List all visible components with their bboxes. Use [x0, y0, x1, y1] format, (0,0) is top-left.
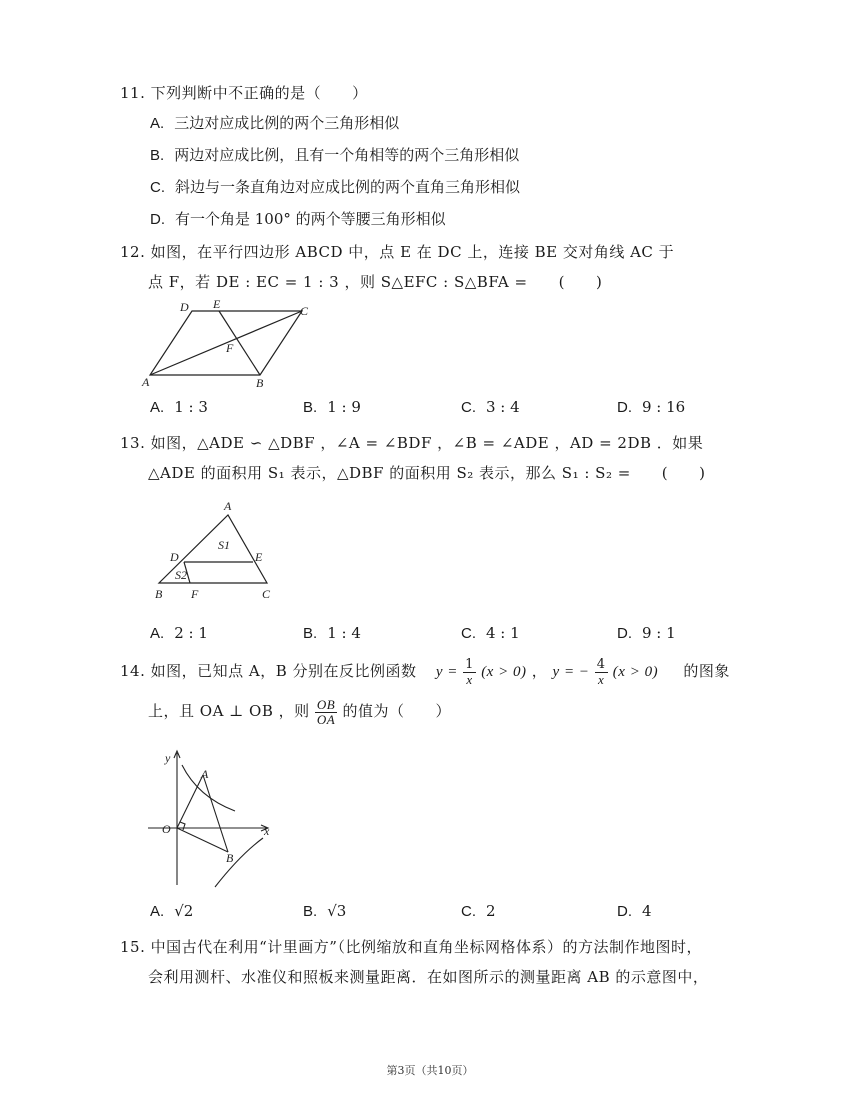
q13-triangle-figure — [150, 495, 285, 605]
q12-stem-line2: 点 F，若 DE : EC = 1 : 3 ，则 S△EFC : S△BFA = ( ) — [148, 273, 603, 291]
label-d: D — [180, 300, 189, 314]
label-f: F — [226, 341, 234, 355]
label-o: O — [162, 822, 171, 836]
q11-option-d: D. 有一个角是 100° 的两个等腰三角形相似 — [150, 210, 446, 228]
label-b: B — [256, 376, 264, 390]
q11-option-b: B. 两边对应成比例，且有一个角相等的两个三角形相似 — [150, 146, 520, 164]
q13-stem-line1: 13. 如图，△ADE ∽ △DBF ，∠A = ∠BDF ，∠B = ∠ADE ，AD = 2DB ．如果 — [120, 434, 704, 452]
label-b: B — [226, 851, 234, 865]
q14-option-b: B. √3 — [303, 902, 347, 920]
label-s1: S1 — [218, 538, 230, 552]
curve-y-neg-4-over-x — [215, 838, 263, 887]
label-a: A — [142, 375, 150, 389]
q13-stem-line2: △ADE 的面积用 S₁ 表示，△DBF 的面积用 S₂ 表示，那么 S₁ : S₂ = ( ) — [148, 464, 706, 482]
q14-graph-figure — [140, 745, 280, 890]
segment-oa — [177, 775, 203, 828]
q12-option-c: C. 3 : 4 — [461, 398, 520, 416]
label-e: E — [213, 297, 221, 311]
page-footer: 第3页（共10页） — [386, 1064, 474, 1077]
label-c: C — [262, 587, 271, 601]
q14-option-d: D. 4 — [617, 902, 652, 920]
label-x: x — [264, 824, 270, 838]
curve-y-1-over-x — [182, 765, 235, 811]
q12-option-a: A. 1 : 3 — [150, 398, 208, 416]
q12-stem-line1: 12. 如图，在平行四边形 ABCD 中，点 E 在 DC 上，连接 BE 交对角线 AC 于 — [120, 243, 675, 261]
label-f: F — [191, 587, 199, 601]
label-b: B — [155, 587, 163, 601]
q11-stem: 11. 下列判断中不正确的是（ ） — [120, 84, 368, 102]
q12-option-b: B. 1 : 9 — [303, 398, 361, 416]
q11-option-a: A. 三边对应成比例的两个三角形相似 — [150, 114, 400, 132]
segment-ob — [177, 828, 228, 852]
label-s2: S2 — [175, 568, 187, 582]
q14-option-a: A. √2 — [150, 902, 194, 920]
q14-stem-line2: 上，且 OA ⊥ OB ，则 $\frac{OB}{OA}$ 的值为（ ） — [148, 697, 452, 727]
q15-stem-line2: 会利用测杆、水准仪和照板来测量距离．在如图所示的测量距离 AB 的示意图中， — [148, 968, 709, 986]
fraction-4-over-x: $\frac{4}{x}$ — [596, 657, 606, 687]
q14-option-c: C. 2 — [461, 902, 496, 920]
q15-stem-line1: 15. 中国古代在利用“计里画方”（比例缩放和直角坐标网格体系）的方法制作地图时， — [120, 938, 702, 956]
label-e: E — [255, 550, 263, 564]
q12-parallelogram-figure — [140, 295, 330, 390]
q11-option-c: C. 斜边与一条直角边对应成比例的两个直角三角形相似 — [150, 178, 521, 196]
label-y: y — [165, 751, 171, 765]
label-a: A — [224, 499, 232, 513]
q14-stem-line1: 14. 如图，已知点 A，B 分别在反比例函数 y = $\frac{1}{x}$ (x > 0) ， y = − $\frac{4}{x}$ (x > 0) 的图象 — [120, 657, 730, 687]
label-a: A — [201, 767, 209, 781]
label-d: D — [170, 550, 179, 564]
segment-ab — [203, 775, 228, 852]
q13-option-b: B. 1 : 4 — [303, 624, 361, 642]
q13-option-c: C. 4 : 1 — [461, 624, 520, 642]
right-angle-mark — [180, 822, 185, 830]
fraction-1-over-x: $\frac{1}{x}$ — [465, 657, 474, 687]
q13-option-d: D. 9 : 1 — [617, 624, 676, 642]
q13-option-a: A. 2 : 1 — [150, 624, 208, 642]
label-c: C — [300, 304, 309, 318]
fraction-ob-over-oa: $\frac{OB}{OA}$ — [316, 697, 336, 727]
q12-option-d: D. 9 : 16 — [617, 398, 686, 416]
